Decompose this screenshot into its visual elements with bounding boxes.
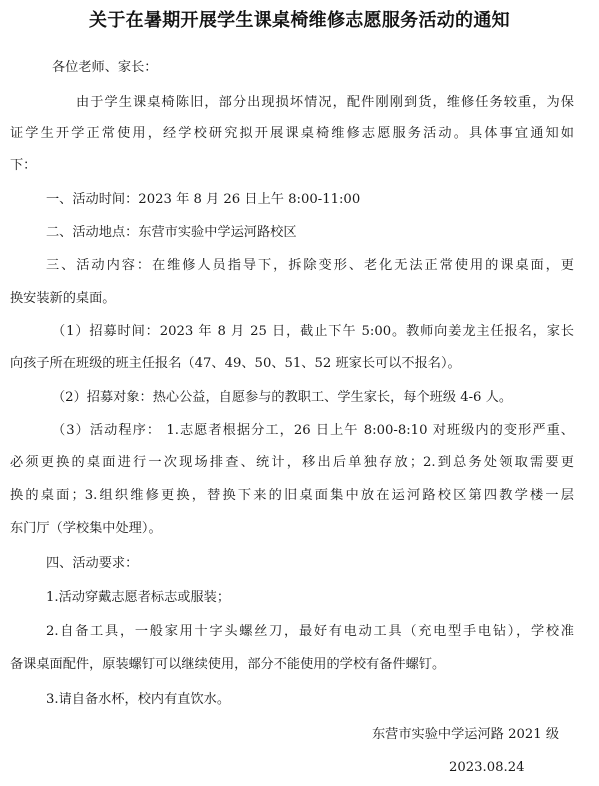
section-requirements: 四、活动要求： — [46, 556, 139, 571]
recruit-time-line-1: （1）招募时间：2023 年 8 月 25 日，截止下午 5:00。教师向姜龙主任报名，家长 — [52, 324, 574, 339]
greeting: 各位老师、家长： — [52, 60, 158, 75]
procedure-line-1: （3）活动程序： 1.志愿者根据分工，26 日上午 8:00-8:10 对班级内的变形严重、 — [52, 423, 574, 438]
procedure-line-2: 必须更换的桌面进行一次现场排查、统计，移出后单独存放；2.到总务处领取需要更 — [10, 455, 574, 470]
section-time: 一、活动时间：2023 年 8 月 26 日上午 8:00-11:00 — [46, 192, 361, 207]
intro-line-2: 证学生开学正常使用，经学校研究拟开展课桌椅维修志愿服务活动。具体事宜通知如 — [10, 126, 574, 141]
intro-line-3: 下： — [10, 158, 37, 173]
recruit-time-line-2: 向孩子所在班级的班主任报名（47、49、50、51、52 班家长可以不报名）。 — [10, 356, 461, 371]
procedure-line-4: 东门厅（学校集中处理）。 — [10, 521, 162, 536]
requirement-3: 3.请自备水杯，校内有直饮水。 — [46, 692, 231, 707]
procedure-line-3: 换的桌面；3.组织维修更换，替换下来的旧桌面集中放在运河路校区第四教学楼一层 — [10, 488, 574, 503]
section-content-line-2: 换安装新的桌面。 — [10, 291, 116, 306]
requirement-2-line-1: 2.自备工具，一般家用十字头螺丝刀，最好有电动工具（充电型手电钻），学校准 — [46, 624, 574, 639]
date: 2023.08.24 — [449, 760, 525, 775]
section-location: 二、活动地点：东营市实验中学运河路校区 — [46, 225, 297, 240]
section-content-line-1: 三、活动内容：在维修人员指导下，拆除变形、老化无法正常使用的课桌面，更 — [46, 258, 574, 273]
requirement-2-line-2: 备课桌面配件，原装螺钉可以继续使用，部分不能使用的学校有备件螺钉。 — [10, 657, 446, 672]
recruit-target: （2）招募对象：热心公益，自愿参与的教职工、学生家长，每个班级 4-6 人。 — [52, 390, 513, 405]
requirement-1: 1.活动穿戴志愿者标志或服装； — [46, 590, 231, 605]
intro-line-1: 由于学生课桌椅陈旧，部分出现损坏情况，配件刚刚到货，维修任务较重，为保 — [76, 95, 574, 110]
document-title: 关于在暑期开展学生课桌椅维修志愿服务活动的通知 — [89, 10, 510, 31]
signature: 东营市实验中学运河路 2021 级 — [372, 727, 560, 742]
